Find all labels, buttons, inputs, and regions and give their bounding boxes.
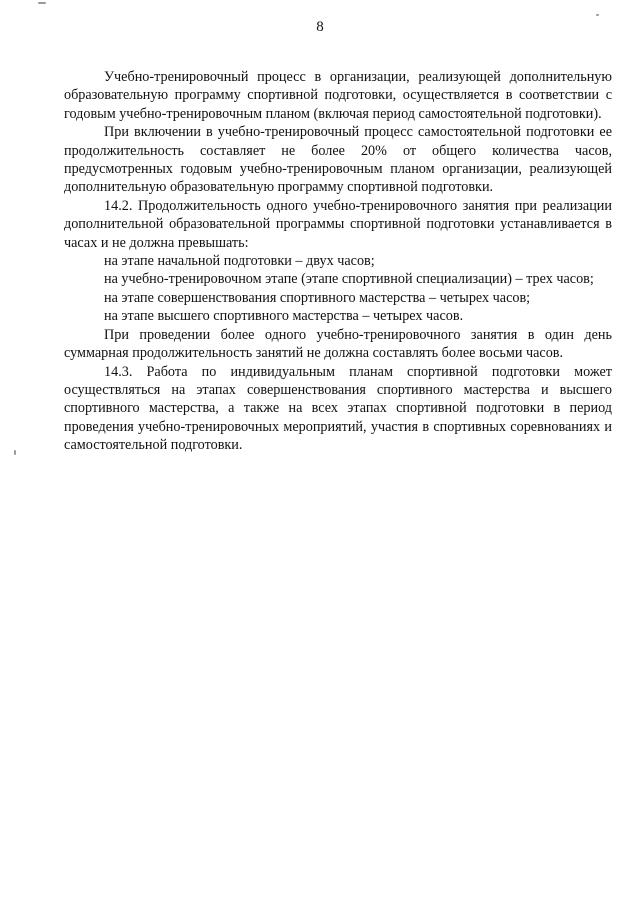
paragraph-highest-stage: на этапе высшего спортивного мастерства – четырех часов. bbox=[104, 308, 464, 325]
paragraph-14-3: 14.3. Работа по индивидуальным планам спортивной подготовки может осуществляться на этапах совершенствования спортивного мастерства и высшего спортивного мастерства, а также на всех этапах спортивной подготовки в период проведения учебно-тренировочных мероприятий, участия в спортивных соревнованиях и самостоятельной подготовки. bbox=[64, 363, 612, 454]
document-body bbox=[64, 68, 612, 455]
paragraph-improvement-stage: на этапе совершенствования спортивного мастерства – четырех часов; bbox=[104, 289, 531, 306]
scan-mark-top-right bbox=[596, 14, 599, 16]
paragraph-multiple-sessions: При проведении более одного учебно-тренировочного занятия в один день суммарная продолжительность занятий не должна составлять более восьми часов. bbox=[64, 326, 612, 362]
scan-mark-top-left bbox=[38, 2, 46, 4]
paragraph-training-stage: на учебно-тренировочном этапе (этапе спортивной специализации) – трех часов; bbox=[104, 271, 594, 288]
page-number: 8 bbox=[316, 19, 324, 35]
paragraph-training-process: Учебно-тренировочный процесс в организации, реализующей дополнительную образовательную программу спортивной подготовки, осуществляется в соответствии с годовым учебно-тренировочным планом (включая период самостоятельной подготовки). bbox=[64, 69, 612, 122]
paragraph-initial-stage: на этапе начальной подготовки – двух часов; bbox=[104, 253, 375, 270]
paragraph-self-training: При включении в учебно-тренировочный процесс самостоятельной подготовки ее продолжительность составляет не более 20% от общего количества часов, предусмотренных годовым учебно-тренировочным планом организации, реализующей дополнительную образовательную программу спортивной подготовки. bbox=[64, 124, 612, 196]
paragraph-14-2: 14.2. Продолжительность одного учебно-тренировочного занятия при реализации дополнительной образовательной программы спортивной подготовки устанавливается в часах и не должна превышать: bbox=[64, 197, 612, 251]
scan-mark-left bbox=[14, 450, 16, 455]
